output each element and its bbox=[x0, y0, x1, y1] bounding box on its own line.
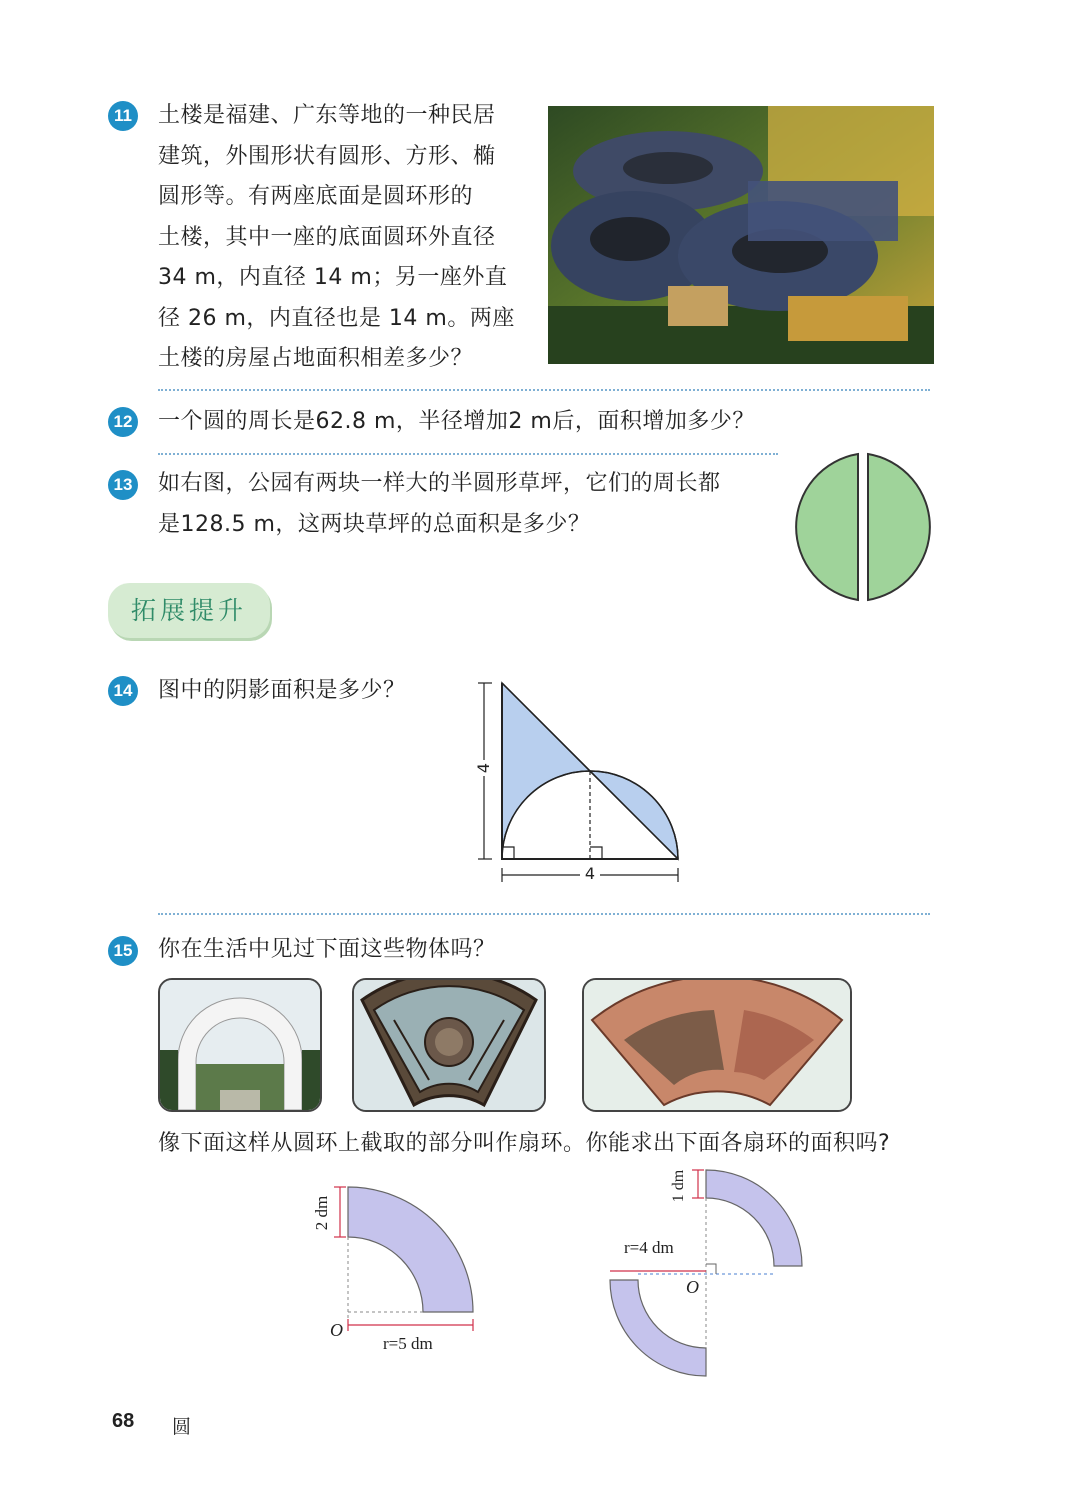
sector-ring-figure-2 bbox=[600, 1160, 820, 1385]
page-number: 68 bbox=[112, 1410, 135, 1432]
question-12-text: 一个圆的周长是62.8 m，半径增加2 m后，面积增加多少？ bbox=[158, 409, 755, 434]
divider bbox=[158, 389, 930, 391]
q11-line: 建筑，外围形状有圆形、方形、椭 bbox=[158, 143, 496, 169]
side-length-label: 4 bbox=[474, 760, 494, 776]
sector-ring-1-width-label: 2 dm bbox=[312, 1195, 331, 1231]
chapter-title: 圆 bbox=[172, 1416, 192, 1438]
sector-ring-upper bbox=[706, 1170, 802, 1266]
divider bbox=[158, 913, 930, 915]
section-title-badge: 拓展提升 bbox=[108, 583, 270, 638]
q11-line: 土楼，其中一座的底面圆环外直径 bbox=[158, 224, 496, 250]
tulou-photo bbox=[548, 106, 934, 364]
question-15-subtext: 像下面这样从圆环上截取的部分叫作扇环。你能求出下面各扇环的面积吗? bbox=[158, 1131, 891, 1156]
q11-line: 34 m，内直径 14 m；另一座外直 bbox=[158, 265, 508, 290]
question-number-12: 12 bbox=[108, 407, 138, 437]
question-number-13: 13 bbox=[108, 470, 138, 500]
shaded-region-upper bbox=[502, 683, 590, 859]
q11-line: 土楼的房屋占地面积相差多少？ bbox=[158, 346, 474, 371]
question-11-text bbox=[158, 96, 538, 380]
question-number-11: 11 bbox=[108, 101, 138, 131]
sector-ring-shape bbox=[348, 1187, 473, 1312]
question-15-text: 你在生活中见过下面这些物体吗？ bbox=[158, 937, 496, 962]
sector-ring-2-width-label: 1 dm bbox=[670, 1169, 687, 1203]
arch-gate-photo bbox=[158, 978, 322, 1112]
q13-line: 是128.5 m，这两块草坪的总面积是多少？ bbox=[158, 511, 591, 537]
bottom-length-label: 4 bbox=[580, 864, 600, 883]
folding-fan-photo bbox=[582, 978, 852, 1112]
right-semicircle-lawn bbox=[868, 454, 930, 600]
question-number-15: 15 bbox=[108, 936, 138, 966]
sector-ring-2-origin-label: O bbox=[686, 1277, 699, 1297]
semicircle-lawns-figure bbox=[780, 450, 945, 605]
shaded-area-figure bbox=[470, 675, 690, 890]
divider bbox=[158, 453, 778, 455]
sector-ring-1-radius-label: r=5 dm bbox=[383, 1334, 433, 1353]
q11-line: 圆形等。有两座底面是圆环形的 bbox=[158, 184, 474, 209]
question-14-text: 图中的阴影面积是多少？ bbox=[158, 678, 406, 703]
sector-ring-2-radius-label: r=4 dm bbox=[624, 1238, 674, 1257]
question-13-text bbox=[158, 464, 778, 545]
q11-line: 径 26 m，内直径也是 14 m。两座 bbox=[158, 305, 515, 331]
sector-ring-1-origin-label: O bbox=[330, 1320, 343, 1340]
fan-window-photo bbox=[352, 978, 546, 1112]
q11-line: 土楼是福建、广东等地的一种民居 bbox=[158, 103, 496, 128]
q13-line: 如右图，公园有两块一样大的半圆形草坪，它们的周长都 bbox=[158, 471, 721, 496]
left-semicircle-lawn bbox=[796, 454, 858, 600]
question-number-14: 14 bbox=[108, 676, 138, 706]
